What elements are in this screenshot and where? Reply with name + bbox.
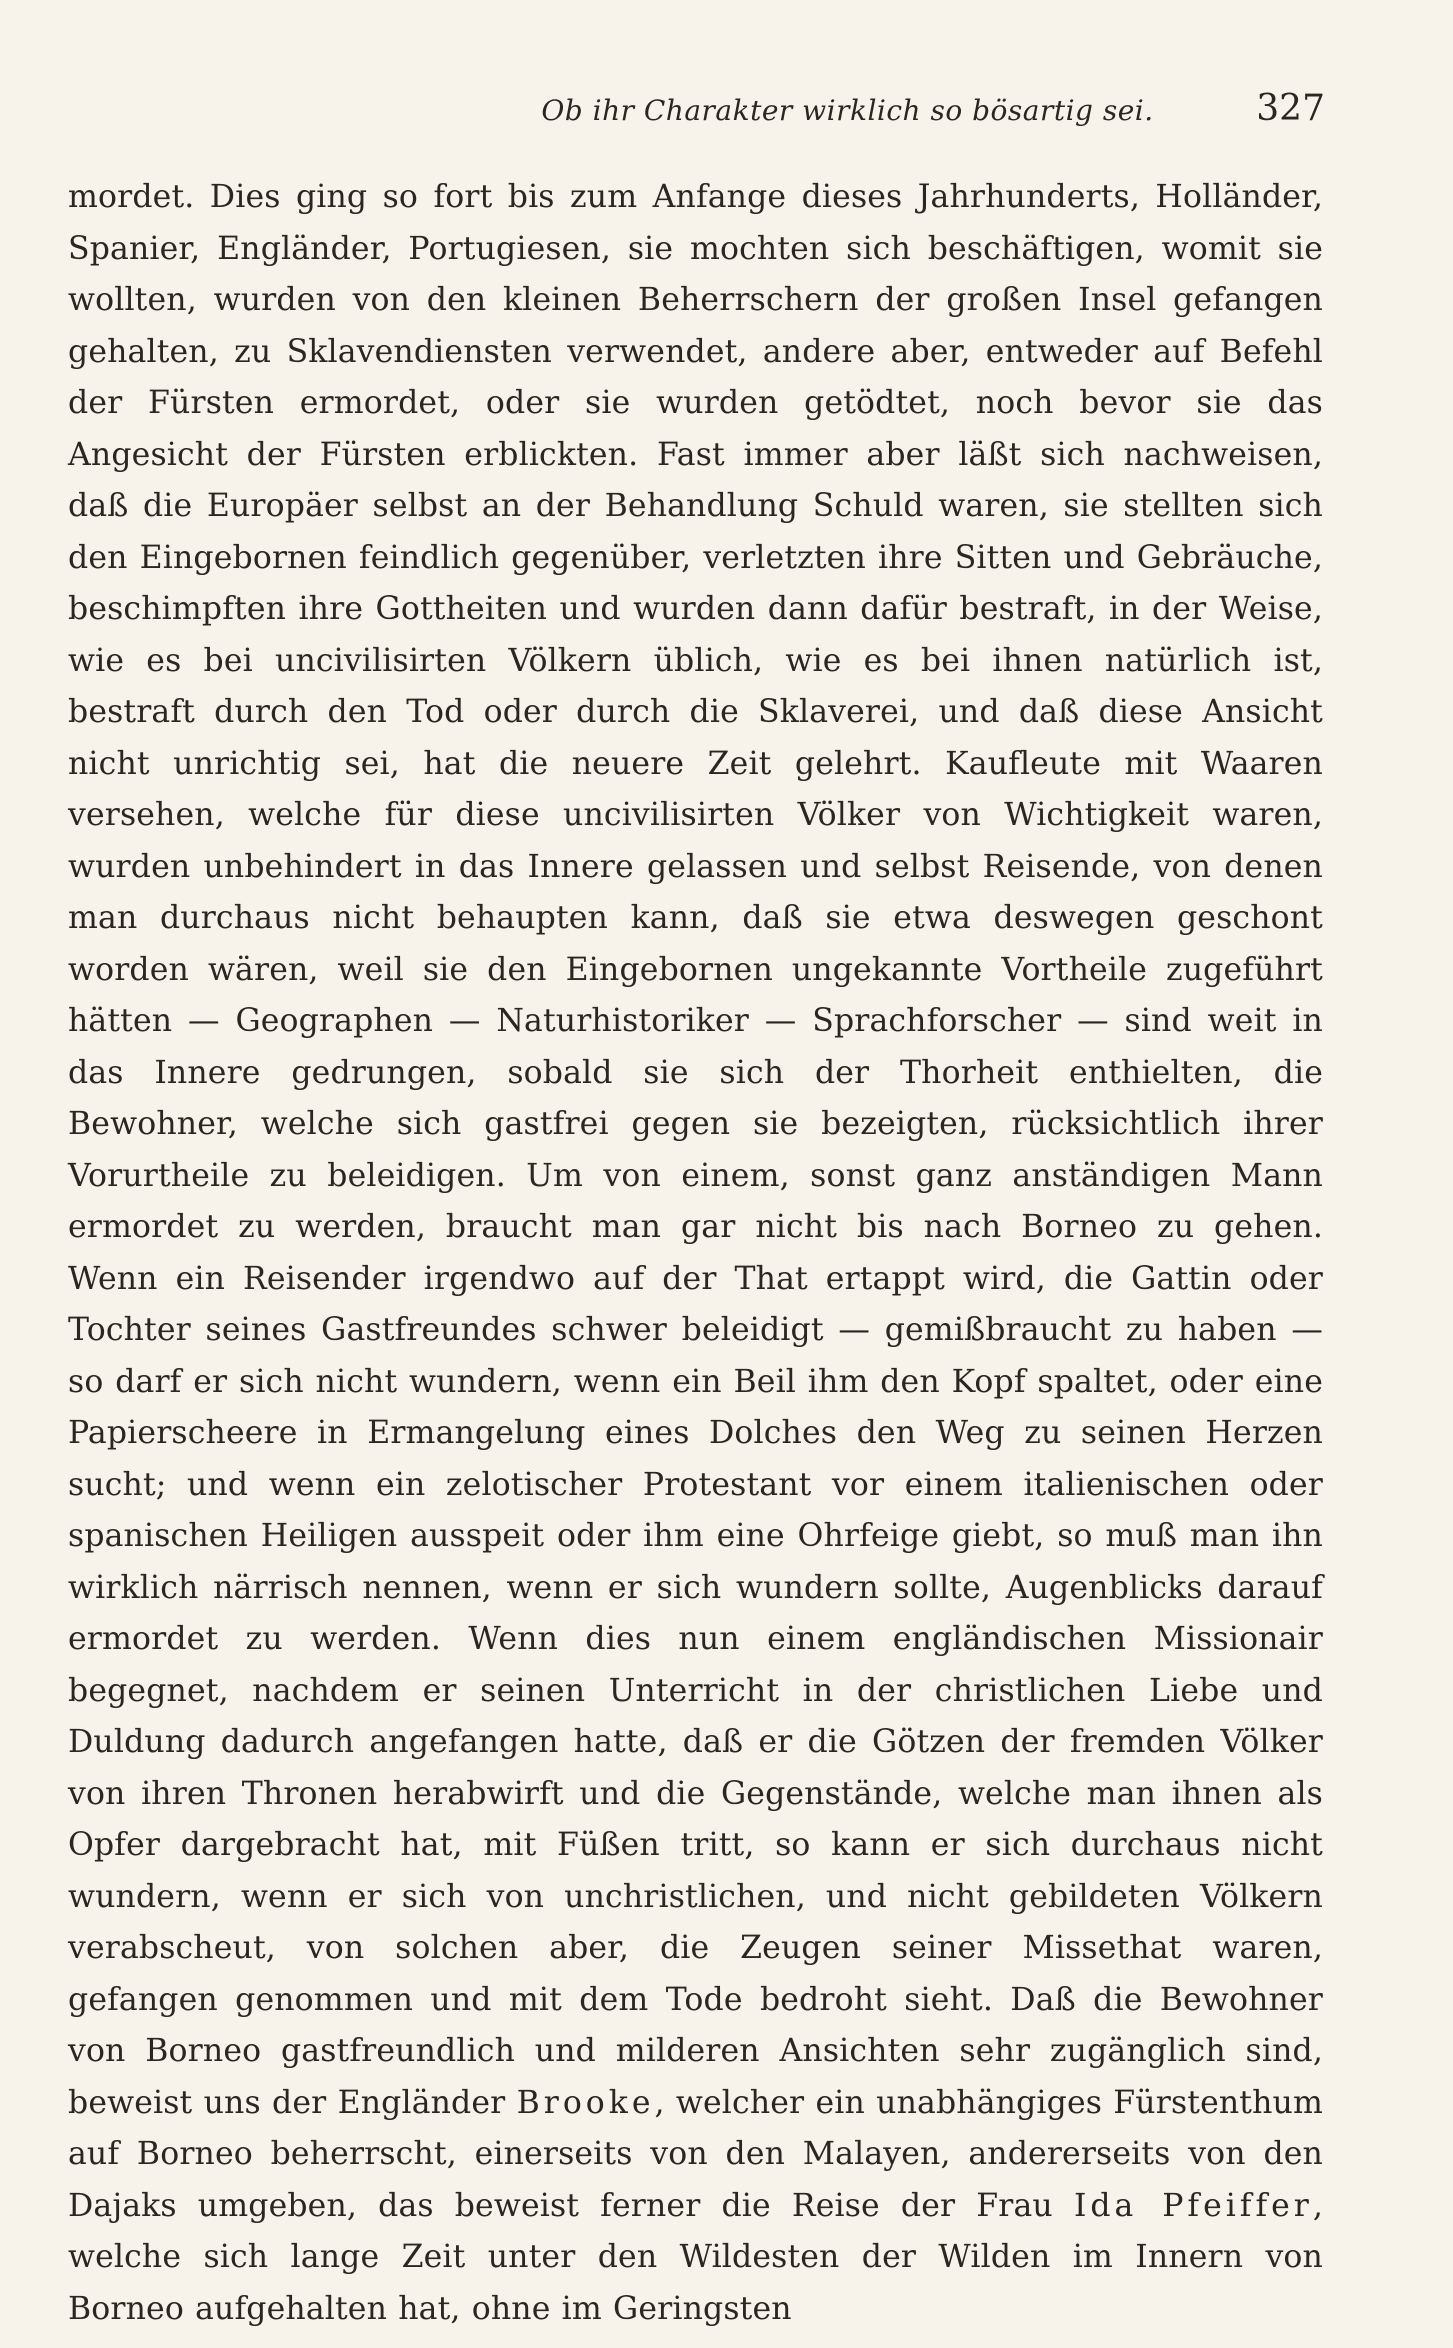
- name-brooke: Brooke: [516, 2084, 655, 2121]
- paragraph-text-part-1: mordet. Dies ging so fort bis zum Anfange dieses Jahrhunderts, Holländer, Spanier, Engländer, Portugiesen, sie mochten sich beschäftigen, womit sie wollten, wurden von den kleinen Beherrschern der großen Insel gefangen gehalten, zu Sklavendiensten verwendet, andere aber, entweder auf Befehl der Fürsten ermordet, oder sie wurden getödtet, noch bevor sie das Angesicht der Fürsten erblickten. Fast immer aber läßt sich nachweisen, daß die Europäer selbst an der Behandlung Schuld waren, sie stellten sich den Eingebornen feindlich gegenüber, verletzten ihre Sitten und Gebräuche, beschimpften ihre Gottheiten und wurden dann dafür bestraft, in der Weise, wie es bei uncivilisirten Völkern üblich, wie es bei ihnen natürlich ist, bestraft durch den Tod oder durch die Sklaverei, und daß diese Ansicht nicht unrichtig sei, hat die neuere Zeit gelehrt. Kaufleute mit Waaren versehen, welche für diese uncivilisirten Völker von Wichtigkeit waren, wurden unbehindert in das Innere gelassen und selbst Reisende, von denen man durchaus nicht behaupten kann, daß sie etwa deswegen geschont worden wären, weil sie den Eingebornen ungekannte Vortheile zugeführt hätten — Geographen — Naturhistoriker — Sprachforscher — sind weit in das Innere gedrungen, sobald sie sich der Thorheit enthielten, die Bewohner, welche sich gastfrei gegen sie bezeigten, rücksichtlich ihrer Vorurtheile zu beleidigen. Um von einem, sonst ganz anständigen Mann ermordet zu werden, braucht man gar nicht bis nach Borneo zu gehen. Wenn ein Reisender irgendwo auf der That ertappt wird, die Gattin oder Tochter seines Gastfreundes schwer beleidigt — gemißbraucht zu haben — so darf er sich nicht wundern, wenn ein Beil ihm den Kopf spaltet, oder eine Papierscheere in Ermangelung eines Dolches den Weg zu seinen Herzen sucht; und wenn ein zelotischer Protestant vor einem italienischen oder spanischen Heiligen ausspeit oder ihm eine Ohrfeige giebt, so muß man ihn wirklich närrisch nennen, wenn er sich wundern sollte, Augenblicks darauf ermordet zu werden. Wenn dies nun einem engländischen Missionair begegnet, nachdem er seinen Unterricht in der christlichen Liebe und Duldung dadurch angefangen hatte, daß er die Götzen der fremden Völker von ihren Thronen herabwirft und die Gegenstände, welche man ihnen als Opfer dargebracht hat, mit Füßen tritt, so kann er sich durchaus nicht wundern, wenn er sich von unchristlichen, und nicht gebildeten Völkern verabscheut, von solchen aber, die Zeugen seiner Missethat waren, gefangen genommen und mit dem Tode bedroht sieht. Daß die Bewohner von Borneo gastfreundlich und milderen Ansichten sehr zugänglich sind, beweist uns der Engländer: [68, 179, 1323, 2121]
- paragraph-text-part-2: , welcher ein unabhängiges Fürstenthum auf Borneo beherrscht, einerseits von den Malayen, andererseits von den Dajaks umgeben, das beweist ferner die Reise der Frau: [68, 2084, 1324, 2224]
- paragraph-text-part-3: , welche sich lange Zeit unter den Wildesten der Wilden im Innern von Borneo aufgehalten hat, ohne im Geringsten: [68, 2187, 1323, 2327]
- page-header: [380, 88, 1325, 138]
- page-number: 327: [1256, 88, 1325, 129]
- name-ida-pfeiffer: Ida Pfeiffer: [1073, 2187, 1313, 2224]
- running-head: Ob ihr Charakter wirklich so bösartig sei.: [541, 94, 1154, 127]
- body-text: [68, 172, 1324, 2327]
